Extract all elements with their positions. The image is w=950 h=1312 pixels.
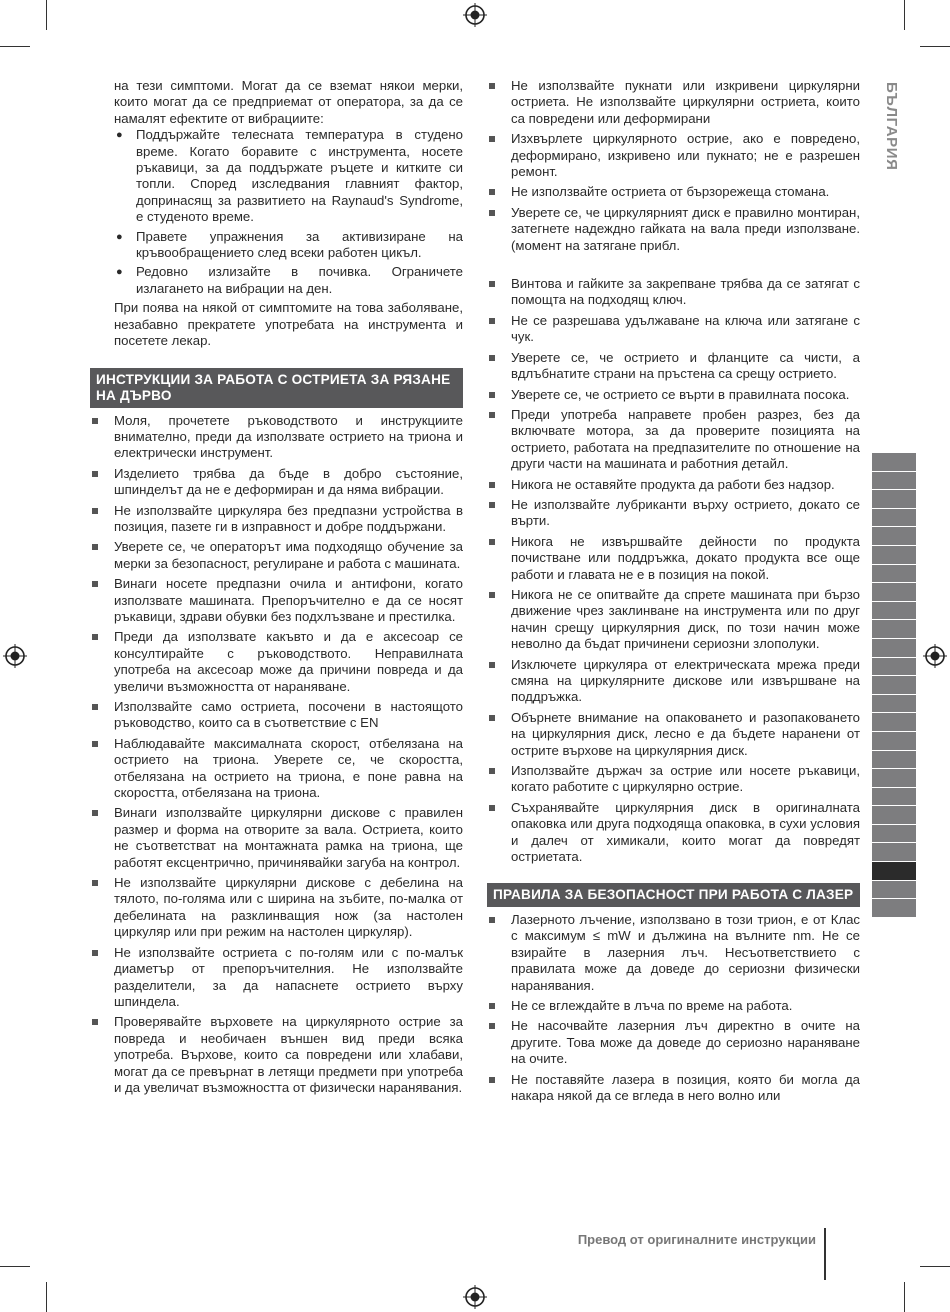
list-item: Изделието трябва да бъде в добро състояние, шпинделът да не е деформиран и да няма вибрации.	[90, 466, 463, 499]
crop-mark-top-right	[904, 0, 905, 30]
chapter-tab	[872, 750, 916, 769]
list-item: Не се разрешава удължаване на ключа или затягане с чук.	[487, 313, 860, 346]
chapter-tab	[872, 824, 916, 843]
crop-mark-bottom-right-h	[920, 1266, 950, 1267]
list-item: Не поставяйте лазера в позиция, която би могла да накара някой да се вгледа в него волно или	[487, 1072, 860, 1105]
list-item: Наблюдавайте максималната скорост, отбелязана на острието на триона. Уверете се, че скоростта, отбелязана на острието на триона, е поне равна на скоростта, отбелязана на триона.	[90, 736, 463, 802]
list-item: Никога не се опитвайте да спрете машината при бързо движение чрез заклинване на инструмента или по друг начин срещу циркулярния диск, по този начин може неволно да бъдат причинени сериозни злополуки.	[487, 587, 860, 653]
section-heading-laser-safety: ПРАВИЛА ЗА БЕЗОПАСНОСТ ПРИ РАБОТА С ЛАЗЕР	[487, 883, 860, 907]
chapter-tab	[872, 694, 916, 713]
list-item: Моля, прочетете ръководството и инструкциите внимателно, преди да използвате острието на триона и електрически инструмент.	[90, 413, 463, 462]
list-item: ● Правете упражнения за активизиране на кръвообращението след всеки работен цикъл.	[116, 228, 463, 261]
list-item: Не използвайте остриета с по-голям или с по-малък диаметър от препоръчителния. Не използвайте разделители, за да напаснете острието върху шпиндела.	[90, 945, 463, 1011]
list-item: Лазерното лъчение, използвано в този трион, е от Клас с максимум ≤ mW и дължина на вълните nm. Не се взирайте в лазерния лъч. Несъответствието с правилата може да доведе до сериозни физически наранявания.	[487, 912, 860, 994]
list-item: Винтова и гайките за закрепване трябва да се затягат с помощта на подходящ ключ.	[487, 276, 860, 309]
list-item: Използвайте само остриета, посочени в настоящото ръководство, които са в съответствие с EN	[90, 699, 463, 732]
crop-mark-bottom-left-h	[0, 1266, 30, 1267]
chapter-tab-active	[872, 861, 916, 880]
crop-mark-bottom-left	[46, 1282, 47, 1312]
list-item: Уверете се, че операторът има подходящо обучение за мерки за безопасност, регулиране и работа с машината.	[90, 539, 463, 572]
vibration-bullet-list	[90, 127, 463, 297]
footer-note: Превод от оригиналните инструкции	[577, 1232, 816, 1247]
list-item: Не използвайте циркулярни дискове с дебелина на тялото, по-голяма или с ширина на зъбите, по-малка от дебелината на разклинващия нож (за настолен циркуляр или при режим на настолен циркуляр).	[90, 875, 463, 941]
spacer	[487, 258, 860, 276]
chapter-tab	[872, 768, 916, 787]
registration-mark-top-icon	[463, 3, 487, 27]
list-item: Уверете се, че острието и фланците са чисти, а вдлъбнатите страни на пръстена са срещу острието.	[487, 350, 860, 383]
chapter-tab	[872, 675, 916, 694]
chapter-tab	[872, 731, 916, 750]
crop-mark-bottom-right	[904, 1282, 905, 1312]
chapter-tab	[872, 842, 916, 861]
crop-mark-top-right-h	[920, 46, 950, 47]
chapter-tab	[872, 657, 916, 676]
list-item: Уверете се, че циркулярният диск е правилно монтиран, затегнете надеждно гайката на вала преди използване. (момент на затягане прибл.	[487, 205, 860, 254]
list-item: Обърнете внимание на опаковането и разопаковането на циркулярния диск, лесно е да бъдете наранени от острите върхове на циркулярния диск.	[487, 710, 860, 759]
list-item: Не използвайте лубриканти върху острието, докато се върти.	[487, 497, 860, 530]
registration-mark-bottom-icon	[463, 1285, 487, 1309]
chapter-tab	[872, 582, 916, 601]
chapter-tab	[872, 564, 916, 583]
list-item: Винаги използвайте циркулярни дискове с правилен размер и форма на отворите за вала. Остриета, които не съответстват на монтажната рамка на триона, ще работят ексцентрично, причинявайки загуба на контрол.	[90, 805, 463, 871]
list-item: ● Редовно излизайте в почивка. Ограничете излагането на вибрации на ден.	[116, 264, 463, 296]
chapter-tab	[872, 898, 916, 917]
registration-mark-left-icon	[3, 644, 27, 668]
list-item: ● Поддържайте телесната температура в студено време. Когато боравите с инструмента, носете ръкавици, за да поддържате ръцете и китките си топли. Според изследвания главният фактор, допринасящ за развитието на Raynaud's Syndrome, е студеното време.	[116, 127, 463, 225]
list-item: Никога не извършвайте дейности по продукта почистване или поддръжка, докато продукта все още работи и главата не е в позиция на покой.	[487, 534, 860, 583]
list-item: Преди употреба направете пробен разрез, без да включвате мотора, за да проверите позицията на острието, работата на предпазителите по отношение на други части на машината и работния детайл.	[487, 407, 860, 473]
list-item: Не използвайте пукнати или изкривени циркулярни остриета. Не използвайте циркулярни остриета, които са повредени или деформирани	[487, 78, 860, 127]
chapter-tab	[872, 545, 916, 564]
list-item: Използвайте държач за острие или носете ръкавици, когато работите с циркулярно острие.	[487, 763, 860, 796]
left-column	[90, 78, 463, 1100]
list-item: Никога не оставяйте продукта да работи без надзор.	[487, 477, 860, 493]
blade-rules-list-b	[487, 276, 860, 865]
crop-mark-top-left	[46, 0, 47, 30]
chapter-tab	[872, 508, 916, 527]
list-item: Не използвайте циркуляра без предпазни устройства в позиция, пазете ги в изправност и добре поддържани.	[90, 503, 463, 536]
intro-paragraph: на тези симптоми. Могат да се вземат някои мерки, които могат да се предприемат от оператора, за да се намалят ефектите от вибрациите:	[114, 78, 463, 126]
list-item: Преди да използвате какъвто и да е аксесоар се консултирайте с ръководството. Неправилната употреба на аксесоар може да причини повреда и да увеличи възможността от нараняване.	[90, 629, 463, 695]
language-side-tab	[876, 78, 904, 188]
chapter-tab	[872, 489, 916, 508]
chapter-tabs	[872, 452, 916, 917]
chapter-tab	[872, 787, 916, 806]
closing-paragraph: При поява на някой от симптомите на това заболяване, незабавно прекратете употребата на инструмента и посетете лекар.	[114, 300, 463, 349]
list-item: Не използвайте остриета от бързорежеща стомана.	[487, 184, 860, 200]
list-item: Изключете циркуляра от електрическата мрежа преди смяна на циркулярните дискове или извършване на поддръжка.	[487, 657, 860, 706]
wood-blades-list	[90, 413, 463, 1097]
chapter-tab	[872, 638, 916, 657]
language-label: БЪЛГАРИЯ	[883, 82, 900, 171]
list-item: Изхвърлете циркулярното острие, ако е повредено, деформирано, изкривено или пукнато; не е разрешен ремонт.	[487, 131, 860, 180]
registration-mark-right-icon	[923, 644, 947, 668]
right-column	[487, 78, 860, 1108]
chapter-tab	[872, 619, 916, 638]
chapter-tab	[872, 601, 916, 620]
section-heading-wood-blades: ИНСТРУКЦИИ ЗА РАБОТА С ОСТРИЕТА ЗА РЯЗАНЕ НА ДЪРВО	[90, 368, 463, 408]
footer-divider	[824, 1228, 826, 1280]
chapter-tab	[872, 805, 916, 824]
chapter-tab	[872, 526, 916, 545]
list-item: Винаги носете предпазни очила и антифони, когато използвате машината. Препоръчително е да се носят ръкавици, здрави обувки без подхлъзване и престилка.	[90, 576, 463, 625]
chapter-tab	[872, 712, 916, 731]
laser-rules-list	[487, 912, 860, 1104]
chapter-tab	[872, 452, 916, 471]
list-item: Уверете се, че острието се върти в правилната посока.	[487, 387, 860, 403]
chapter-tab	[872, 880, 916, 899]
blade-rules-list-a	[487, 78, 860, 254]
list-item: Не се вглеждайте в лъча по време на работа.	[487, 998, 860, 1014]
chapter-tab	[872, 471, 916, 490]
list-item: Съхранявайте циркулярния диск в оригиналната опаковка или друга подходяща опаковка, в сухи условия и далеч от химикали, които могат да повредят остриетата.	[487, 800, 860, 866]
list-item: Проверявайте върховете на циркулярното острие за повреда и необичаен външен вид преди всяка употреба. Върхове, които са повредени или хлабави, могат да се превърнат в летящи предмети при употреба и да увеличат възможността от физически наранявания.	[90, 1014, 463, 1096]
list-item: Не насочвайте лазерния лъч директно в очите на другите. Това може да доведе до сериозно нараняване на очите.	[487, 1018, 860, 1067]
crop-mark-top-left-h	[0, 46, 30, 47]
